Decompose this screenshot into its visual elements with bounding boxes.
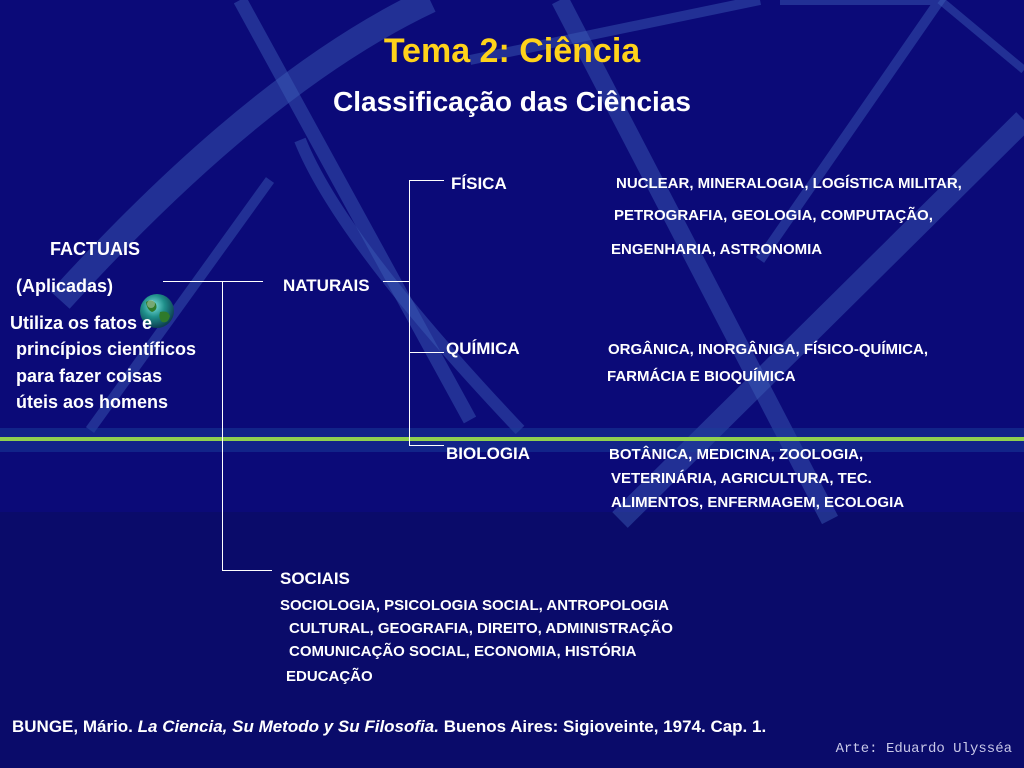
- biologia-line-1: BOTÂNICA, MEDICINA, ZOOLOGIA,: [609, 446, 864, 463]
- citation: [12, 717, 766, 737]
- naturais-label: NATURAIS: [283, 276, 370, 295]
- quimica-line-1: ORGÂNICA, INORGÂNIGA, FÍSICO-QUÍMICA,: [608, 341, 928, 358]
- connector-fisica: [409, 180, 444, 181]
- left-desc-line-3: para fazer coisas: [16, 366, 163, 386]
- quimica-label: QUÍMICA: [446, 339, 520, 358]
- slide-title: Tema 2: Ciência: [383, 32, 641, 70]
- sociais-label: SOCIAIS: [280, 569, 350, 588]
- biologia-line-3: ALIMENTOS, ENFERMAGEM, ECOLOGIA: [611, 494, 905, 511]
- sociais-line-1: SOCIOLOGIA, PSICOLOGIA SOCIAL, ANTROPOLOGIA: [280, 597, 669, 614]
- factuais-label: FACTUAIS: [50, 239, 140, 259]
- left-desc-line-2: princípios científicos: [16, 339, 197, 359]
- left-desc-line-1: Utiliza os fatos e: [10, 313, 153, 333]
- fisica-label: FÍSICA: [451, 174, 507, 193]
- connector-factuais: [163, 281, 263, 282]
- citation-rest: Buenos Aires: Sigioveinte, 1974. Cap. 1.: [443, 717, 767, 736]
- connector-naturais: [383, 281, 410, 282]
- biologia-label: BIOLOGIA: [446, 444, 531, 463]
- biologia-line-2: VETERINÁRIA, AGRICULTURA, TEC.: [611, 470, 872, 487]
- slide-subtitle: Classificação das Ciências: [333, 86, 691, 117]
- aplicadas-label: (Aplicadas): [16, 276, 114, 296]
- connector-trunk: [222, 281, 223, 571]
- sociais-line-3: COMUNICAÇÃO SOCIAL, ECONOMIA, HISTÓRIA: [289, 643, 637, 660]
- fisica-line-2: PETROGRAFIA, GEOLOGIA, COMPUTAÇÃO,: [614, 207, 933, 224]
- connector-biologia: [409, 445, 444, 446]
- connector-quimica: [409, 352, 444, 353]
- quimica-line-2: FARMÁCIA E BIOQUÍMICA: [607, 368, 796, 385]
- left-desc-line-4: úteis aos homens: [16, 392, 169, 412]
- sociais-line-4: EDUCAÇÃO: [286, 668, 373, 685]
- connector-sociais: [222, 570, 272, 571]
- art-credit: Arte: Eduardo Ulysséa: [835, 741, 1012, 757]
- fisica-line-1: NUCLEAR, MINERALOGIA, LOGÍSTICA MILITAR,: [616, 175, 962, 192]
- connector-naturais-trunk: [409, 180, 410, 446]
- sociais-line-2: CULTURAL, GEOGRAFIA, DIREITO, ADMINISTRAÇÃO: [289, 620, 673, 637]
- citation-author: BUNGE, Mário.: [12, 717, 133, 736]
- fisica-line-3: ENGENHARIA, ASTRONOMIA: [611, 241, 823, 258]
- citation-work: La Ciencia, Su Metodo y Su Filosofia.: [137, 717, 439, 736]
